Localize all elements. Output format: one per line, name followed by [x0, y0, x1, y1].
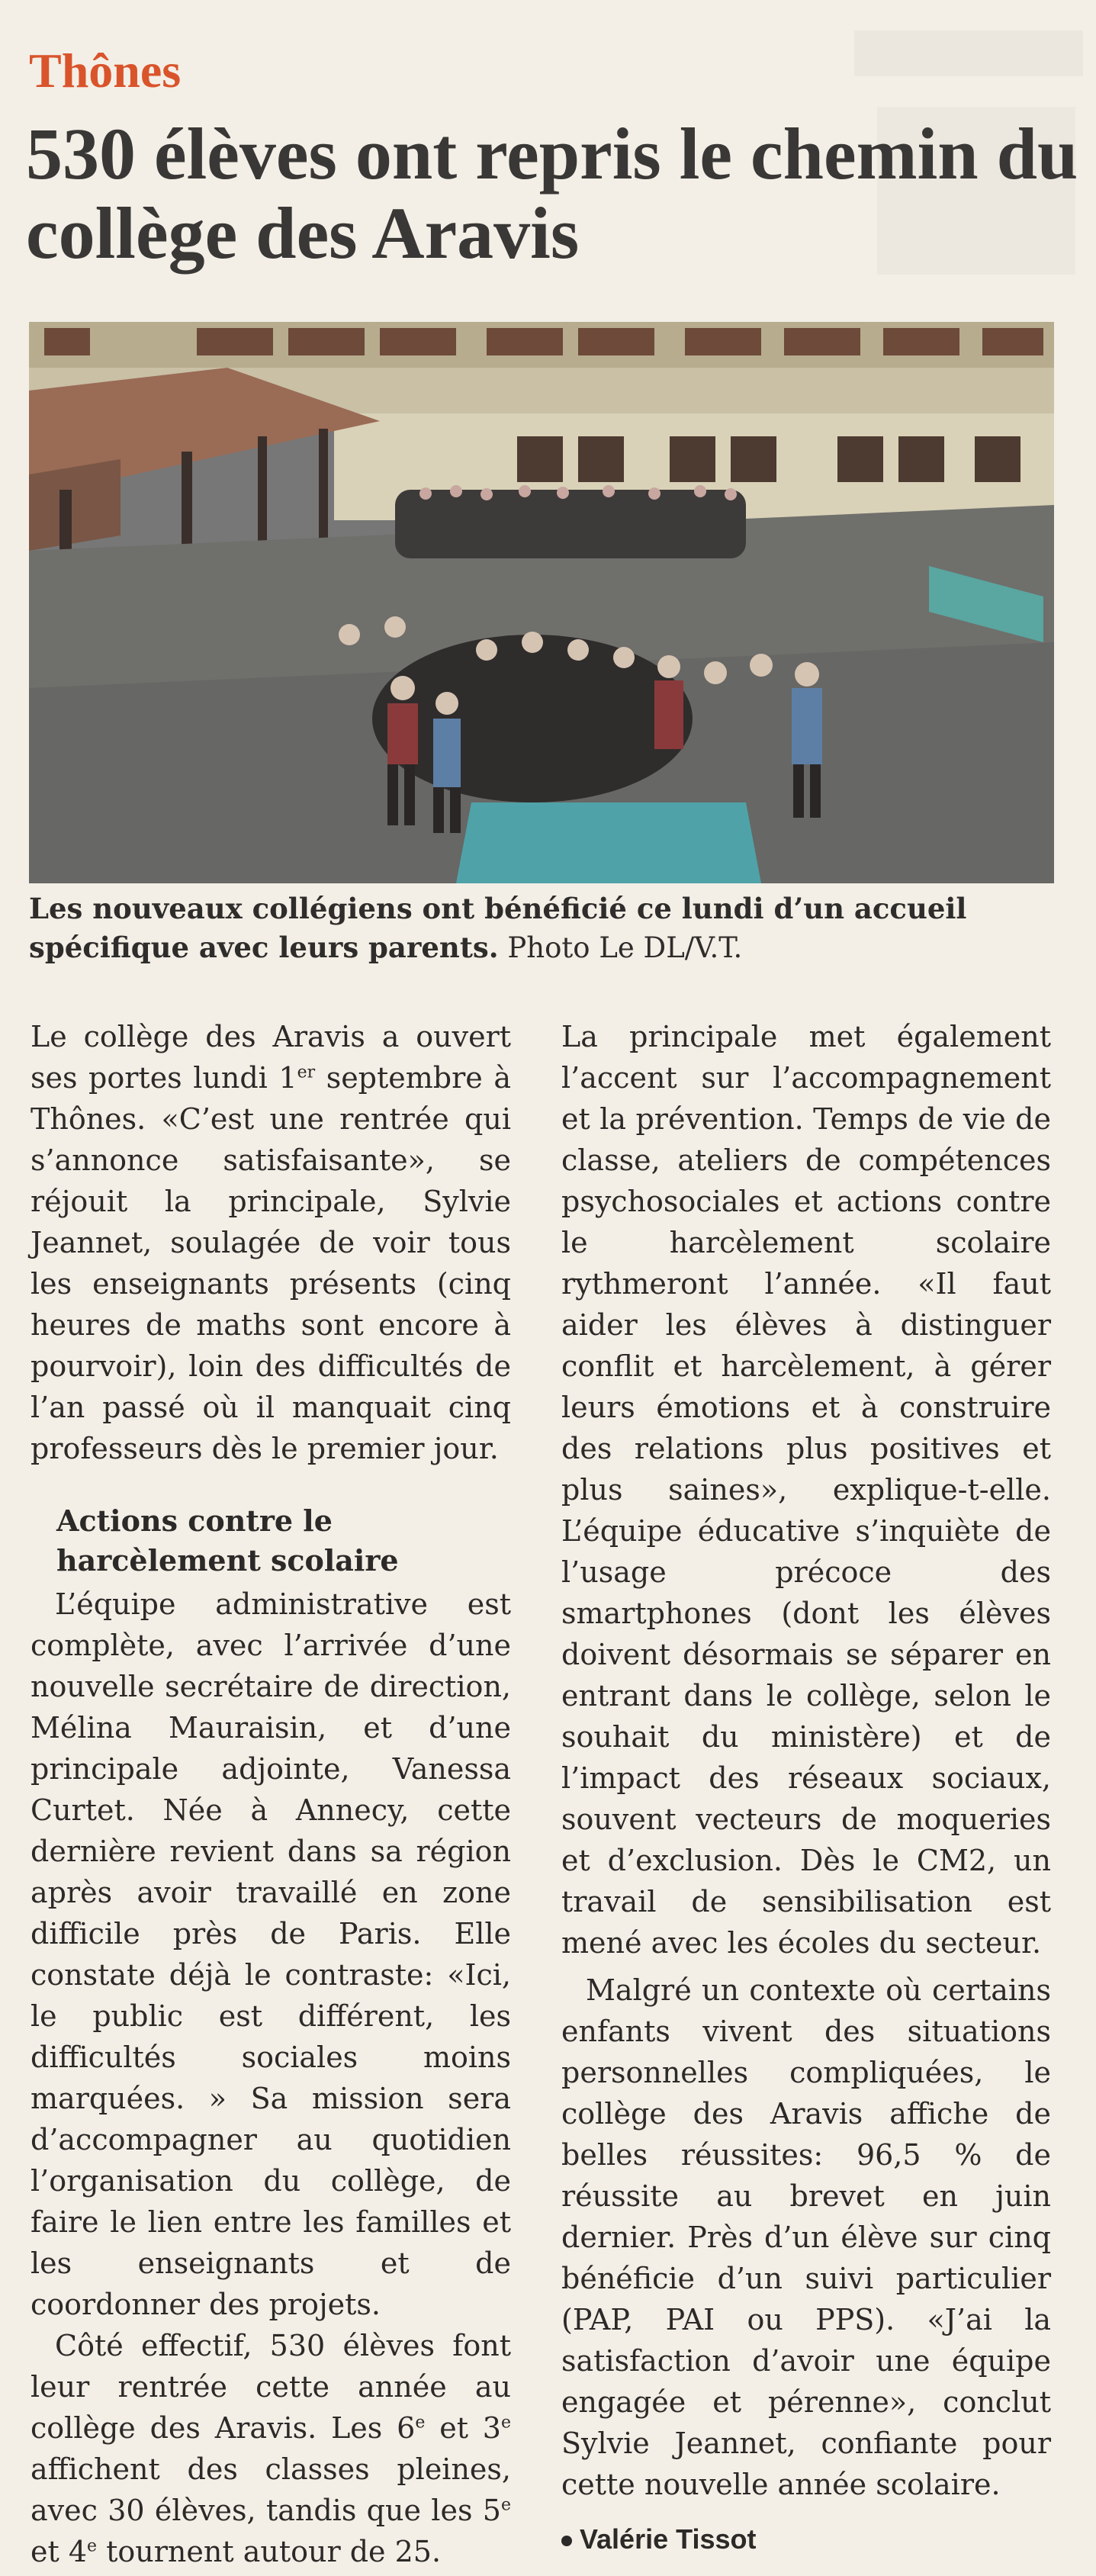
superscript: e — [415, 2413, 426, 2433]
article-subhead: Actions contre le harcèlement scolaire — [56, 1503, 399, 1577]
paragraph-text: tournent autour de 25. — [97, 2535, 442, 2568]
schoolyard-photo-illustration — [29, 322, 1054, 883]
paragraph — [31, 1016, 511, 1469]
superscript: er — [297, 1063, 316, 1082]
author-name: Valérie Tissot — [580, 2523, 757, 2555]
paragraph: L’équipe administrative est complète, avec l’arrivée d’une nouvelle secrétaire de direction, Mélina Mauraisin, et d’une principale adjointe, Vanessa Curtet. Née à Annecy, cette dernière revient dans sa région après avoir travaillé en zone difficile près de Paris. Elle constate déjà le contraste: «Ici, le public est différent, les difficultés sociales moins marquées. » Sa mission sera d’accompagner au quotidien l’organisation du collège, de faire le lien entre les familles et les enseignants et de coordonner des projets. — [31, 1587, 511, 2321]
superscript: e — [87, 2536, 98, 2556]
photo-credit: Photo Le DL/V.T. — [507, 931, 743, 964]
paragraph: La principale met également l’accent sur l’accompagnement et la prévention. Temps de vie de classe, ateliers de compétences psychosociales et actions contre le harcèlement scolaire rythmeront l’année. «Il faut aider les élèves à distinguer conflit et harcèlement, à gérer leurs émotions et à construire des relations plus positives et plus saines», explique-t-elle. L’équipe éducative s’inquiète de l’usage précoce des smartphones (dont les élèves doivent désormais se séparer en entrant dans le collège, selon le souhait du ministère) et de l’impact des réseaux sociaux, souvent vecteurs de moqueries et d’exclusion. Dès le CM2, un travail de sensibilisation est mené avec les écoles du secteur. — [561, 1020, 1051, 1960]
paragraph-text: septembre à Thônes. «C’est une rentrée qui s’annonce satisfaisante», se réjouit la principale, Sylvie Jeannet, soulagée de voir tous les enseignants présents (cinq heures de maths sont encore à pourvoir), loin des difficultés de l’an passé où il manquait cinq professeurs dès le premier jour. — [31, 1061, 511, 1465]
show-through-shape — [854, 31, 1083, 76]
article-headline: 530 élèves ont repris le chemin du collège des Aravis — [26, 113, 1078, 274]
paragraph-text: affichent des classes pleines, avec 30 élèves, tandis que les 5 — [31, 2452, 511, 2527]
byline — [561, 2519, 1051, 2560]
photo-caption — [29, 889, 1074, 967]
superscript: e — [500, 2495, 511, 2515]
paragraph — [31, 2325, 511, 2572]
text-column-left — [31, 1016, 511, 2572]
paragraph-text: Côté effectif, 530 élèves font leur rentrée cette année au collège des Aravis. Les 6 — [31, 2329, 511, 2445]
text-column-right — [561, 1016, 1051, 2560]
paragraph: Malgré un contexte où certains enfants vivent des situations personnelles compliquées, le collège des Aravis affiche de belles réussites: 96,5 % de réussite au brevet en juin dernier. Près d’un élève sur cinq bénéficie d’un suivi particulier (PAP, PAI ou PPS). «J’ai la satisfaction d’avoir une équipe engagée et pérenne», conclut Sylvie Jeannet, confiante pour cette nouvelle année scolaire. — [561, 1973, 1051, 2501]
paragraph-text: et 4 — [31, 2535, 88, 2568]
bullet-icon — [561, 2536, 572, 2546]
article-kicker: Thônes — [29, 43, 182, 98]
paragraph-text: et 3 — [425, 2411, 501, 2445]
paragraph-text: Le collège des Aravis a ouvert ses portes lundi 1 — [31, 1020, 511, 1095]
superscript: e — [500, 2413, 512, 2433]
article-photo — [29, 322, 1054, 883]
caption-text: Les nouveaux collégiens ont bénéficié ce lundi d’un accueil spécifique avec leurs parents. — [29, 892, 967, 964]
